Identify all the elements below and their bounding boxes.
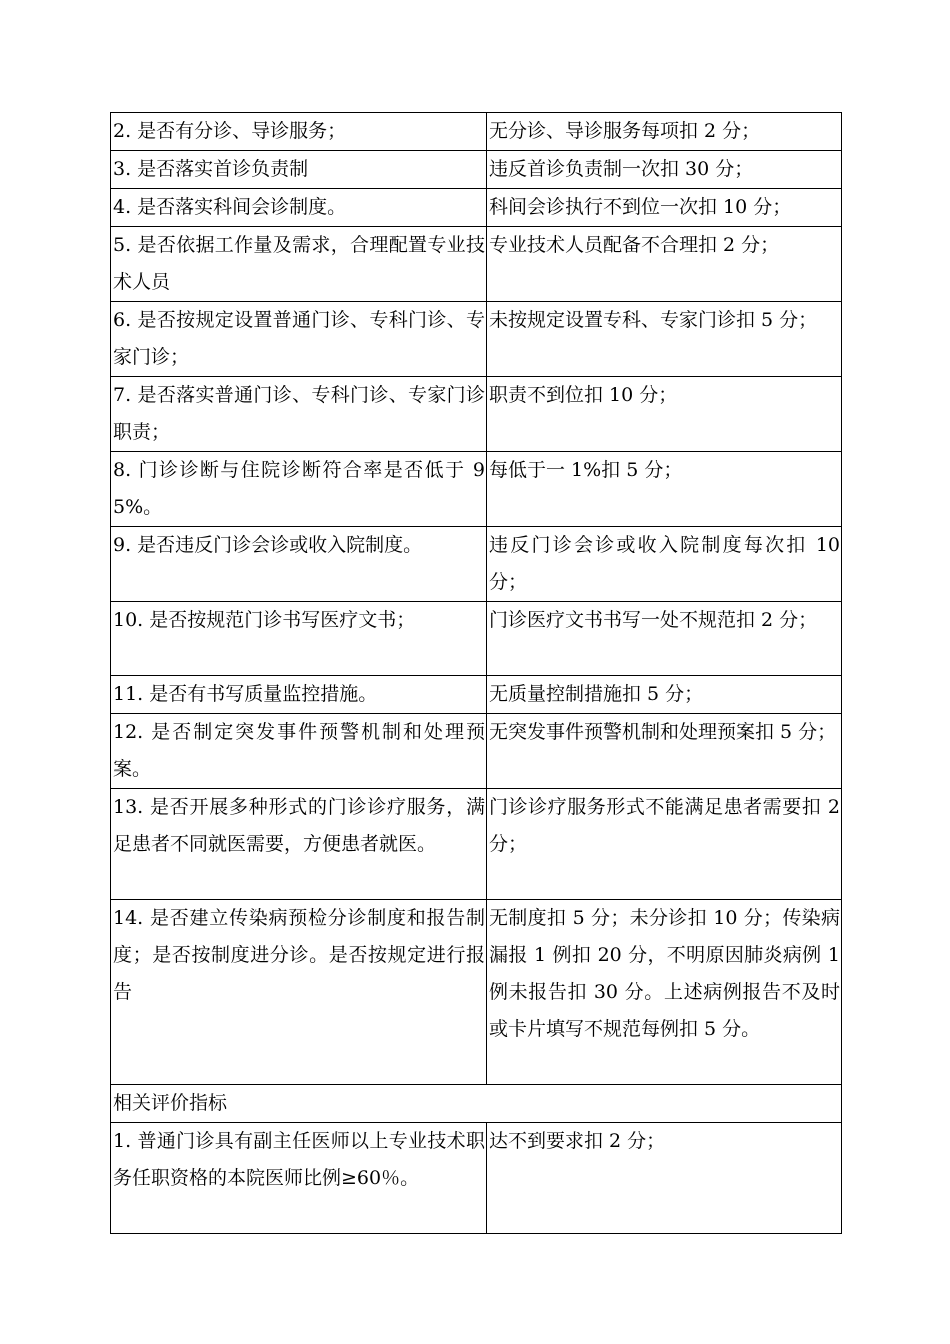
table-row bbox=[111, 676, 842, 714]
deduction-cell: 无分诊、导诊服务每项扣 2 分； bbox=[487, 113, 842, 151]
deduction-cell: 违反门诊会诊或收入院制度每次扣 10 分； bbox=[487, 527, 842, 602]
criterion-cell: 13. 是否开展多种形式的门诊诊疗服务，满足患者不同就医需要，方便患者就医。 bbox=[111, 789, 487, 900]
deduction-cell: 达不到要求扣 2 分； bbox=[487, 1123, 842, 1234]
criterion-cell: 5. 是否依据工作量及需求，合理配置专业技术人员 bbox=[111, 227, 487, 302]
deduction-cell: 职责不到位扣 10 分； bbox=[487, 377, 842, 452]
criterion-cell: 7. 是否落实普通门诊、专科门诊、专家门诊职责； bbox=[111, 377, 487, 452]
deduction-cell: 无突发事件预警机制和处理预案扣 5 分； bbox=[487, 714, 842, 789]
evaluation-table bbox=[110, 112, 842, 1234]
criterion-cell: 12. 是否制定突发事件预警机制和处理预案。 bbox=[111, 714, 487, 789]
criterion-cell: 9. 是否违反门诊会诊或收入院制度。 bbox=[111, 527, 487, 602]
criterion-cell: 11. 是否有书写质量监控措施。 bbox=[111, 676, 487, 714]
table-row bbox=[111, 527, 842, 602]
deduction-cell: 门诊诊疗服务形式不能满足患者需要扣 2 分； bbox=[487, 789, 842, 900]
table-row bbox=[111, 602, 842, 676]
criterion-cell: 8. 门诊诊断与住院诊断符合率是否低于 95%。 bbox=[111, 452, 487, 527]
table-row bbox=[111, 189, 842, 227]
table-row bbox=[111, 714, 842, 789]
table-row bbox=[111, 1123, 842, 1234]
deduction-cell: 违反首诊负责制一次扣 30 分； bbox=[487, 151, 842, 189]
evaluation-table-body bbox=[111, 113, 842, 1234]
deduction-cell: 科间会诊执行不到位一次扣 10 分； bbox=[487, 189, 842, 227]
table-row bbox=[111, 227, 842, 302]
table-row bbox=[111, 900, 842, 1085]
deduction-cell: 专业技术人员配备不合理扣 2 分； bbox=[487, 227, 842, 302]
section-title: 相关评价指标 bbox=[111, 1085, 842, 1123]
criterion-cell: 2. 是否有分诊、导诊服务； bbox=[111, 113, 487, 151]
table-row bbox=[111, 789, 842, 900]
criterion-cell: 1. 普通门诊具有副主任医师以上专业技术职务任职资格的本院医师比例≥60％。 bbox=[111, 1123, 487, 1234]
criterion-cell: 4. 是否落实科间会诊制度。 bbox=[111, 189, 487, 227]
criterion-cell: 10. 是否按规范门诊书写医疗文书； bbox=[111, 602, 487, 676]
deduction-cell: 每低于一 1%扣 5 分； bbox=[487, 452, 842, 527]
table-row bbox=[111, 452, 842, 527]
deduction-cell: 无质量控制措施扣 5 分； bbox=[487, 676, 842, 714]
section-header-row bbox=[111, 1085, 842, 1123]
criterion-cell: 14. 是否建立传染病预检分诊制度和报告制度；是否按制度进分诊。是否按规定进行报告 bbox=[111, 900, 487, 1085]
deduction-cell: 未按规定设置专科、专家门诊扣 5 分； bbox=[487, 302, 842, 377]
deduction-cell: 门诊医疗文书书写一处不规范扣 2 分； bbox=[487, 602, 842, 676]
table-row bbox=[111, 113, 842, 151]
criterion-cell: 6. 是否按规定设置普通门诊、专科门诊、专家门诊； bbox=[111, 302, 487, 377]
criterion-cell: 3. 是否落实首诊负责制 bbox=[111, 151, 487, 189]
table-row bbox=[111, 302, 842, 377]
deduction-cell: 无制度扣 5 分；未分诊扣 10 分；传染病漏报 1 例扣 20 分，不明原因肺炎病例 1 例未报告扣 30 分。上述病例报告不及时或卡片填写不规范每例扣 5 分。 bbox=[487, 900, 842, 1085]
table-row bbox=[111, 151, 842, 189]
table-row bbox=[111, 377, 842, 452]
